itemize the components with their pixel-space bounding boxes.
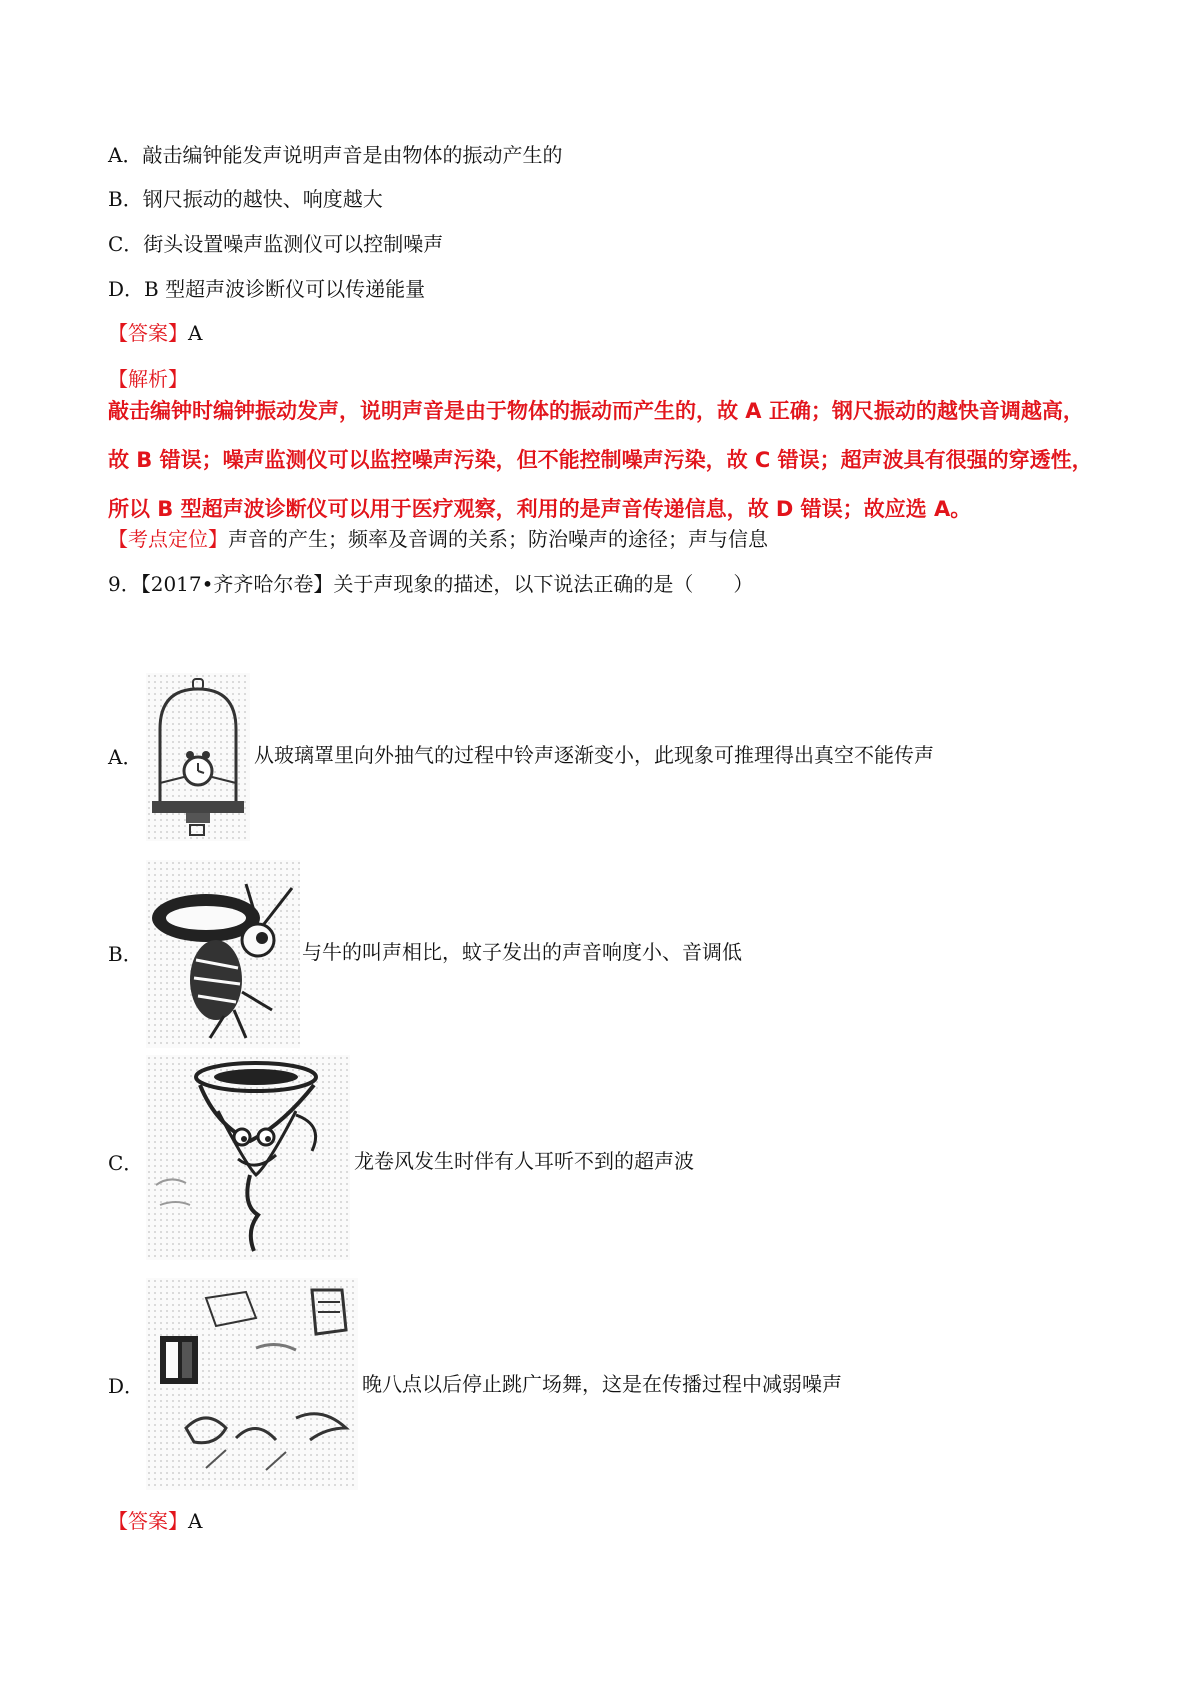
answer-value: A [188,321,203,345]
q9-option-d-text: 晚八点以后停止跳广场舞，这是在传播过程中减弱噪声 [362,1372,842,1396]
option-a-prev: A．敲击编钟能发声说明声音是由物体的振动产生的 [108,143,563,167]
keypoint-text: 声音的产生；频率及音调的关系；防治噪声的途径；声与信息 [228,527,768,551]
q9-option-d-letter: D． [108,1374,145,1398]
analysis-line-3: 所以 B 型超声波诊断仪可以用于医疗观察，利用的是声音传递信息，故 D 错误；故应选 A。 [108,497,972,521]
q9-option-c-text: 龙卷风发生时伴有人耳听不到的超声波 [354,1149,694,1173]
q9-option-a-text: 从玻璃罩里向外抽气的过程中铃声逐渐变小，此现象可推理得出真空不能传声 [254,743,934,767]
analysis-line-2: 故 B 错误；噪声监测仪可以监控噪声污染，但不能控制噪声污染，故 C 错误；超声波具有很强的穿透性， [108,448,1093,472]
answer-prev [108,320,202,346]
analysis-line-1: 敲击编钟时编钟振动发声，说明声音是由于物体的振动而产生的，故 A 正确；钢尺振动的越快音调越高， [108,399,1084,423]
q9-option-b-letter: B． [108,942,143,966]
option-d-prev: D．B 型超声波诊断仪可以传递能量 [108,277,426,301]
option-c-prev: C．街头设置噪声监测仪可以控制噪声 [108,232,444,256]
q9-option-b-text: 与牛的叫声相比，蚊子发出的声音响度小、音调低 [302,940,742,964]
option-b-prev: B．钢尺振动的越快、响度越大 [108,187,383,211]
answer-q9 [108,1508,202,1534]
analysis-text [108,387,1108,534]
answer-label: 【答案】 [108,321,188,345]
analysis-label: 【解析】 [108,367,188,391]
keypoint [108,526,768,552]
q9-option-c-letter: C． [108,1151,144,1175]
q9-option-a-letter: A． [108,745,143,769]
answer-q9-label: 【答案】 [108,1509,188,1533]
answer-q9-value: A [188,1509,203,1533]
tornado-icon [146,1055,350,1260]
bell-jar-icon [146,673,250,841]
keypoint-label: 【考点定位】 [108,527,228,551]
question9-stem: 9．【2017•齐齐哈尔卷】关于声现象的描述，以下说法正确的是（ ） [108,572,754,596]
square-dance-icon [146,1278,358,1490]
mosquito-icon [146,860,300,1048]
